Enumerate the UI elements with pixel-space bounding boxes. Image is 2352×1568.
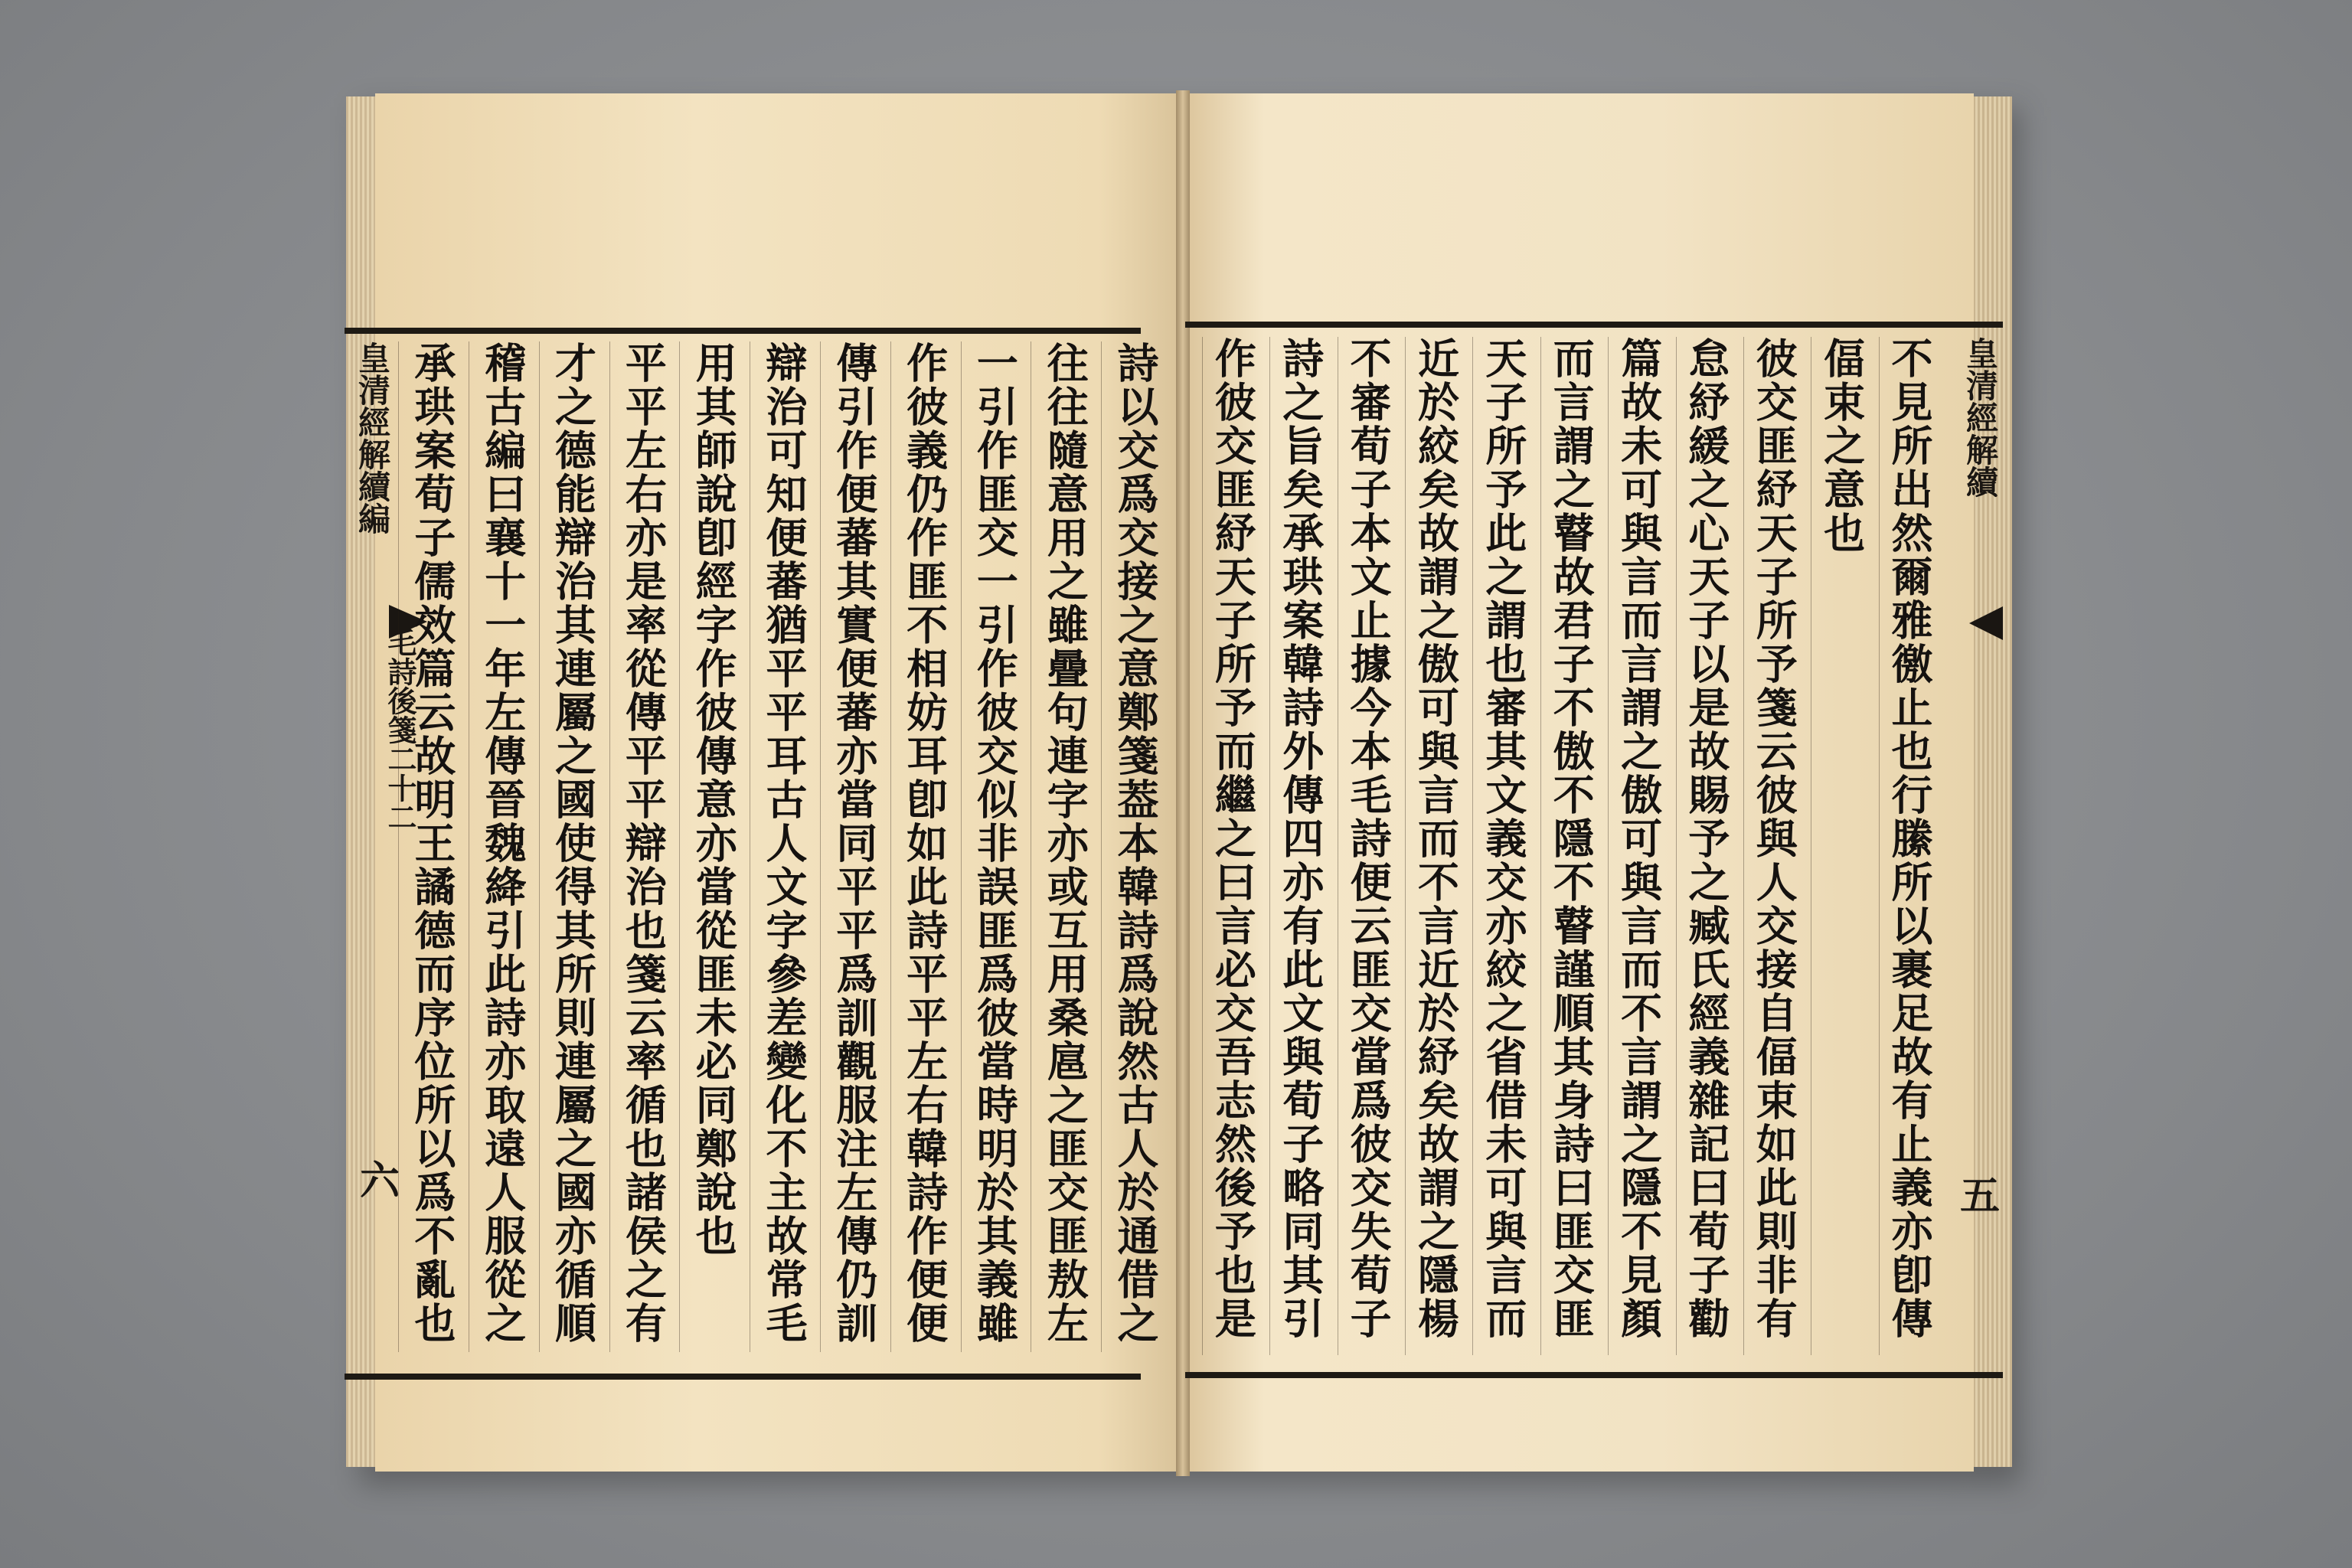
- text-column: 怠紓緩之心天子以是故賜予之臧氏經義雜記曰荀子勸: [1676, 337, 1743, 1355]
- text-column: 用其師說卽經字作彼傳意亦當從匪未必同鄭說也: [679, 341, 750, 1352]
- text-column: 天子所予此之謂也審其文義交亦絞之省借未可與言而: [1472, 337, 1540, 1355]
- text-column: 傳引作便蕃其實便蕃亦當同平平爲訓觀服注左傳仍訓: [820, 341, 890, 1352]
- text-column: 不審荀子本文止據今本毛詩便云匪交當爲彼交失荀子: [1338, 337, 1405, 1355]
- text-column: 才之德能辯治其連屬之國使得其所則連屬之國亦循順: [539, 341, 609, 1352]
- left-banner-subtitle: 毛詩後箋二十二: [383, 628, 417, 831]
- left-page-number: 六: [360, 1158, 400, 1204]
- right-fish-tail-mark: [1969, 606, 2003, 640]
- right-banner-title: 皇清經解續: [1962, 337, 1999, 498]
- text-column: 稽古編曰襄十一年左傳晉魏絳引此詩亦取遠人服從之: [469, 341, 539, 1352]
- text-column: 作彼義仍作匪不相妨耳卽如此詩平平左右韓詩作便便: [890, 341, 961, 1352]
- text-column: 作彼交匪紓天子所予而繼之曰言必交吾志然後予也是: [1202, 337, 1269, 1355]
- text-column: 詩以交爲交接之意鄭箋葢本韓詩爲說然古人於通借之: [1101, 341, 1171, 1352]
- left-text-block: [398, 341, 1171, 1352]
- text-column: 承珙案荀子儒效篇云故明王譎德而序位所以爲不亂也: [398, 341, 469, 1352]
- text-column: 而言謂之瞽故君子不傲不隱不瞽謹順其身詩曰匪交匪: [1540, 337, 1608, 1355]
- text-column: 辯治可知便蕃猶平平耳古人文字參差變化不主故常毛: [750, 341, 820, 1352]
- text-column: 彼交匪紓天子所予箋云彼與人交接自偪束如此則非有: [1743, 337, 1811, 1355]
- text-column: 詩之旨矣承珙案韓詩外傳四亦有此文與荀子略同其引: [1269, 337, 1337, 1355]
- right-page-number: 五: [1960, 1173, 2001, 1220]
- right-text-block: [1202, 337, 1946, 1355]
- text-column: 偪束之意也: [1811, 337, 1878, 1355]
- text-column: 往往隨意用之雖曡句連字亦或互用桑扈之匪交匪敖左: [1031, 341, 1101, 1352]
- text-column: 一引作匪交一引作彼交似非誤匪爲彼當時明於其義雖: [961, 341, 1031, 1352]
- left-banner-title: 皇清經解續編: [354, 341, 391, 534]
- text-column: 平平左右亦是率從傳平平辯治也箋云率循也諸侯之有: [609, 341, 680, 1352]
- text-column: 篇故未可與言而言謂之傲可與言而不言謂之隱不見顏: [1608, 337, 1675, 1355]
- text-column: 不見所出然爾雅徼止也行縢所以裹足故有止義亦卽傳: [1879, 337, 1946, 1355]
- text-column: 近於絞矣故謂之傲可與言而不言近於紓矣故謂之隱楊: [1405, 337, 1472, 1355]
